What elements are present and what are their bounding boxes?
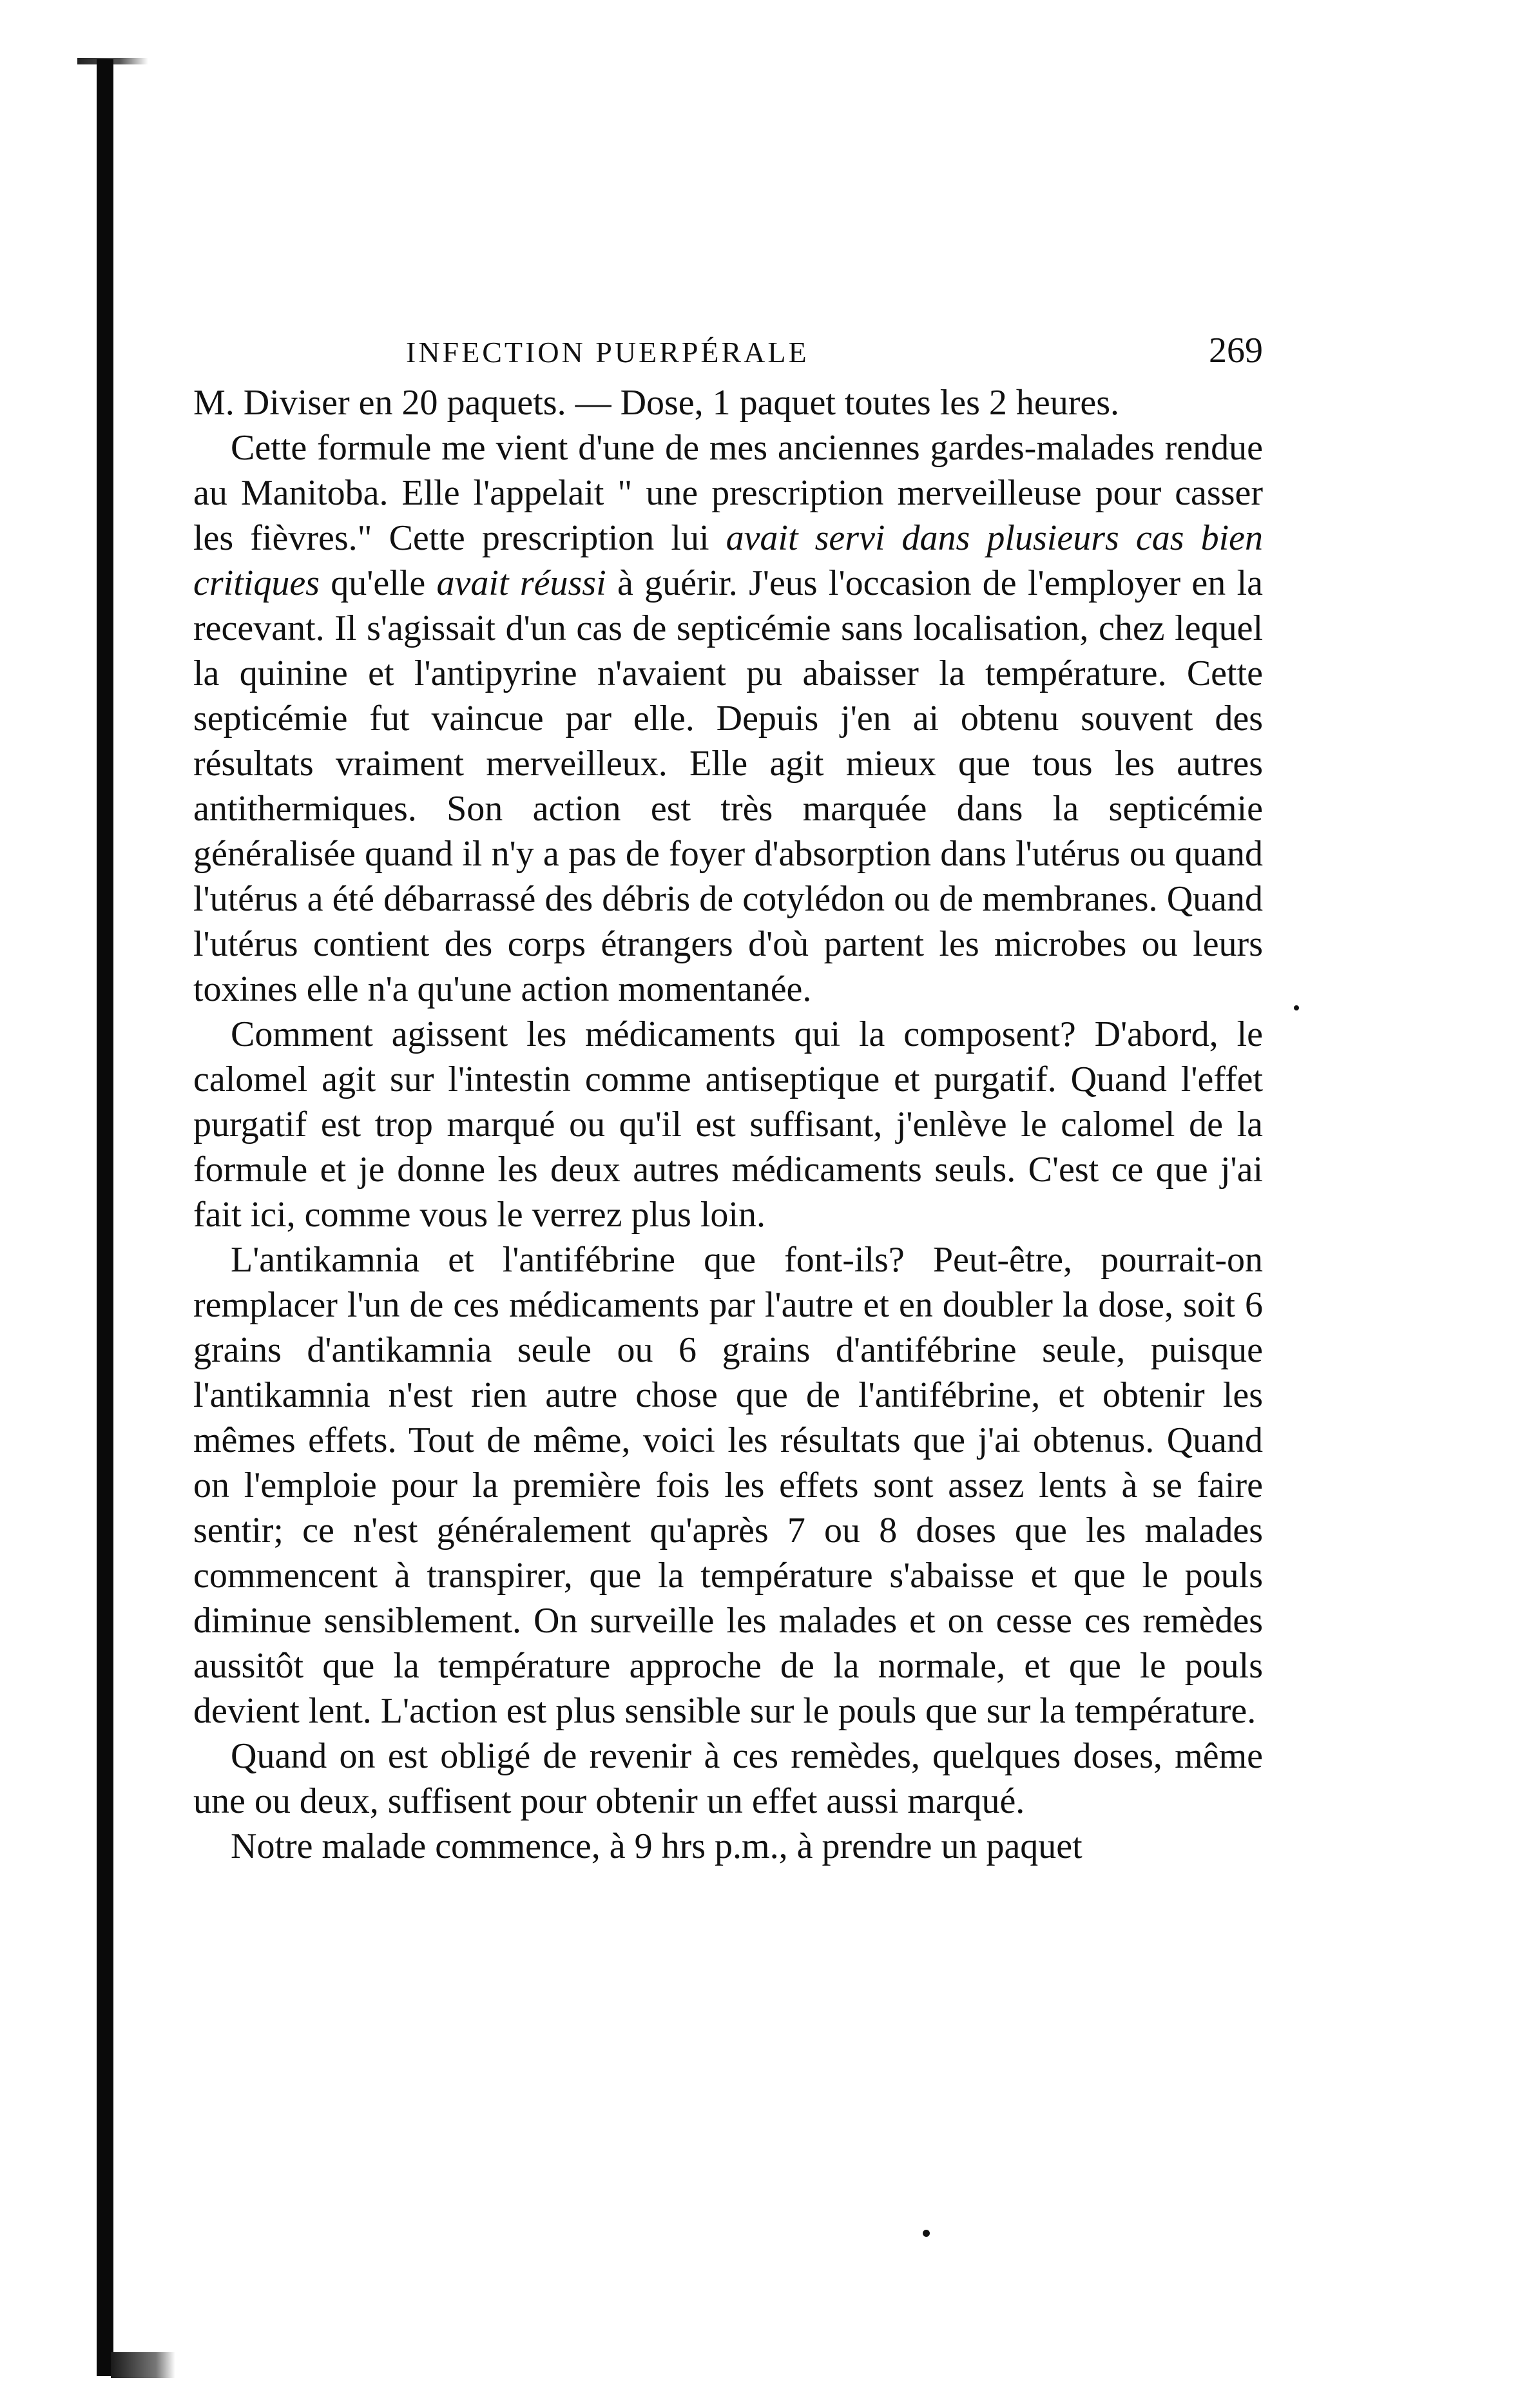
body-text [193,380,1263,1869]
paragraph-text: Cette formule me vient d'une de mes anciennes gardes-malades rendue au Manitoba. Elle l'appelait " une prescription merveilleuse pour casser les fièvres." Cette prescription lui [193,428,1263,558]
paragraph-patient: Notre malade commence, à 9 hrs p.m., à prendre un paquet [231,1826,1083,1866]
paragraph-formula-end: M. Diviser en 20 paquets. — Dose, 1 paquet toutes les 2 heures. [193,383,1120,423]
scan-speck [1294,1005,1299,1010]
paragraph-antikamnia: L'antikamnia et l'antifébrine que font-ils? Peut-être, pourrait-on remplacer l'un de ces médicaments par l'autre et en doubler la dose, soit 6 grains d'antikamnia seule ou 6 grains d'antifébrine seule, puisque l'antikamnia n'est rien autre chose que de l'antifébrine, et obtenir les mêmes effets. Tout de même, voici les résultats que j'ai obtenus. Quand on l'emploie pour la première fois les effets sont assez lents à se faire sentir; ce n'est généralement qu'après 7 ou 8 doses que les malades commencent à transpirer, que la température s'abaisse et que le pouls diminue sensiblement. On surveille les malades et on cesse ces remèdes aussitôt que la température approche de la normale, et que le pouls devient lent. L'action est plus sensible sur le pouls que sur la température. [193,1240,1263,1731]
scan-speck [923,2230,930,2237]
paragraph-repeat-doses: Quand on est obligé de revenir à ces remèdes, quelques doses, même une ou deux, suffisent pour obtenir un effet aussi marqué. [193,1736,1263,1821]
scan-binding-edge [97,59,113,2376]
scan-binding-bottom [111,2352,175,2378]
italic-phrase: avait servi dans plusieurs cas bien critiques [193,518,1263,603]
paragraph-text: à guérir. J'eus l'occasion de l'employer en la recevant. Il s'agissait d'un cas de septicémie sans localisation, chez lequel la quinine et l'antipyrine n'avaient pu abaisser la température. Cette septicémie fut vaincue par elle. Depuis j'en ai obtenu souvent des résultats vraiment merveilleux. Elle agit mieux que tous les autres antithermiques. Son action est très marquée dans la septicémie généralisée quand il n'y a pas de foyer d'absorption dans l'utérus ou quand l'utérus a été débarrassé des débris de cotylédon ou de membranes. Quand l'utérus contient des corps étrangers d'où partent les microbes ou leurs toxines elle n'a qu'une action momentanée. [193,563,1264,1009]
paragraph-formula-origin [193,425,1263,1012]
italic-phrase: avait réussi [436,563,606,603]
page-number: 269 [1209,331,1263,371]
running-title: INFECTION PUERPÉRALE [406,336,809,369]
running-head [193,322,1263,380]
paragraph-text: qu'elle [319,563,437,603]
paragraph-medications: Comment agissent les médicaments qui la composent? D'abord, le calomel agit sur l'intestin comme antiseptique et purgatif. Quand l'effet purgatif est trop marqué ou qu'il est suffisant, j'enlève le calomel de la formule et je donne les deux autres médicaments seuls. C'est ce que j'ai fait ici, comme vous le verrez plus loin. [193,1014,1263,1235]
book-page [193,322,1263,1869]
